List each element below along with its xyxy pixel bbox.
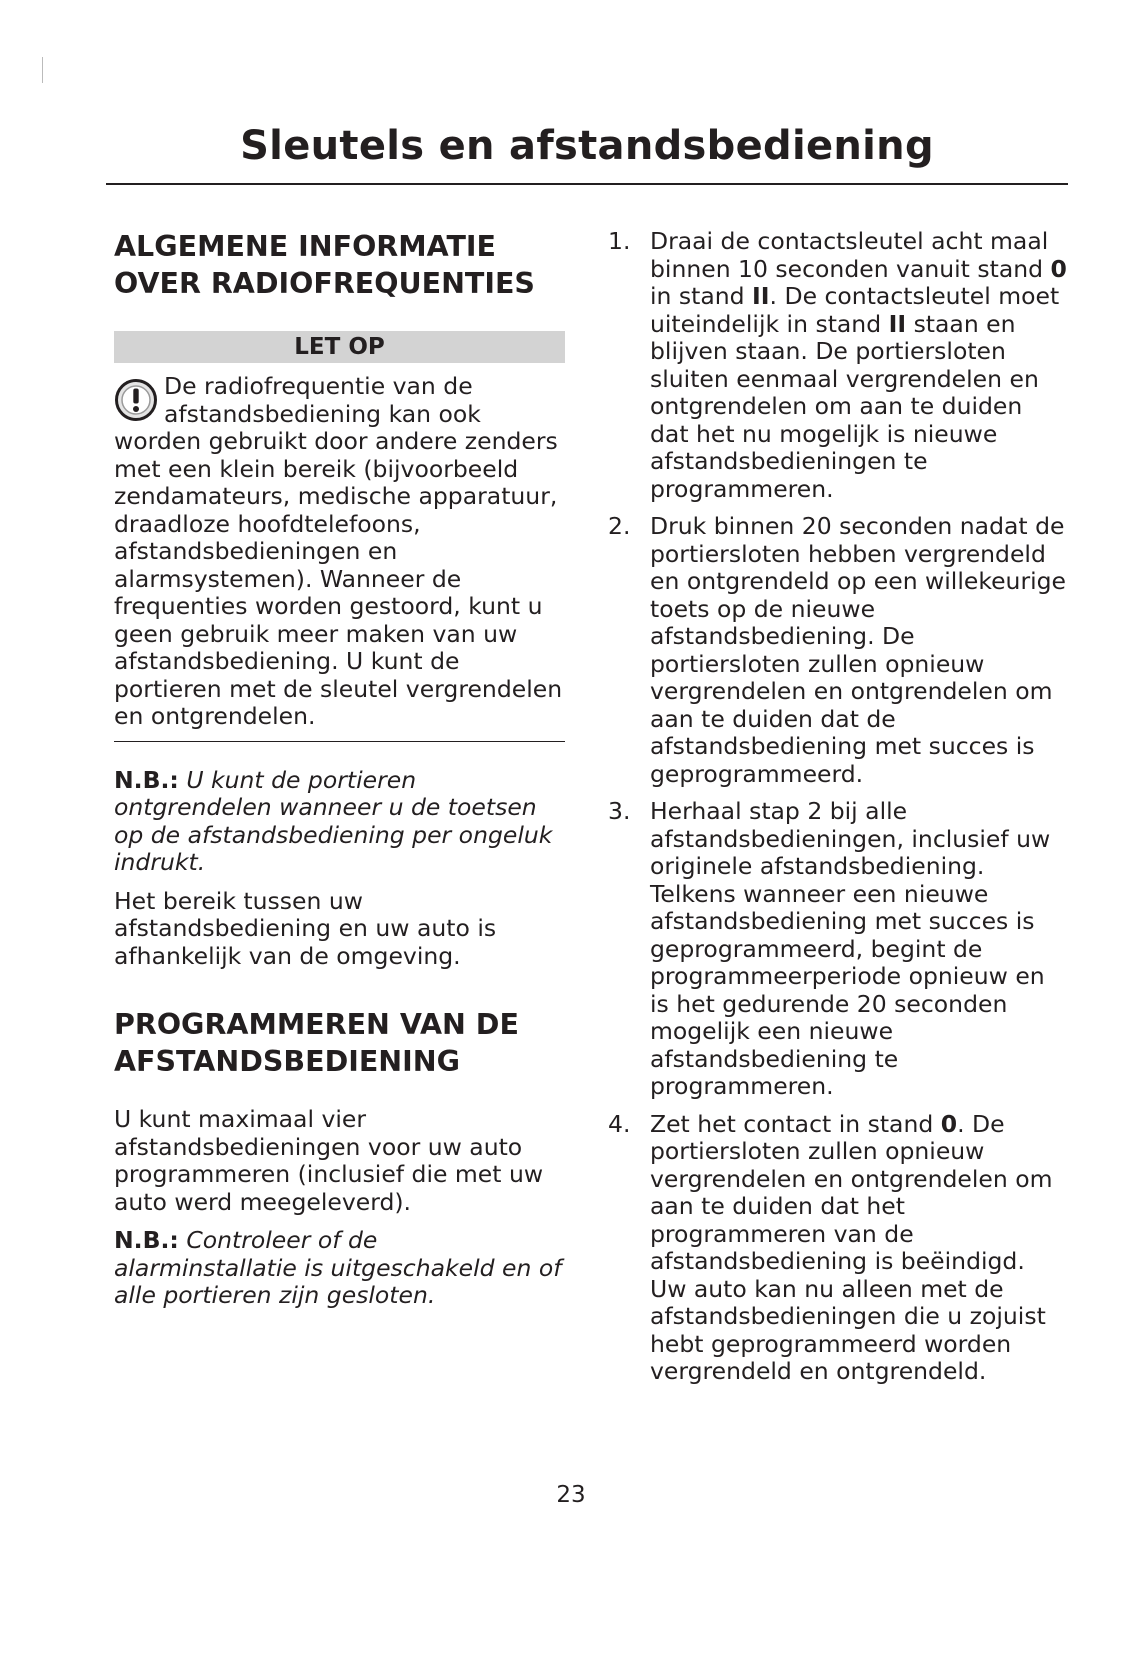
step-2 [608, 513, 1068, 788]
right-column [608, 228, 1068, 1396]
note-text: U kunt de portieren ontgrendelen wanneer u de toetsen op de afstandsbediening per ongeluk indrukt. [114, 765, 553, 876]
note-label: N.B.: [114, 1226, 179, 1254]
key-position-0: 0 [940, 1109, 958, 1138]
range-paragraph: Het bereik tussen uw afstandsbediening en uw auto is afhankelijk van de omgeving. [114, 886, 497, 970]
step-number: 2. [608, 512, 631, 540]
step-number: 1. [608, 227, 631, 255]
caution-box [114, 373, 565, 731]
step-text: in stand [650, 282, 753, 310]
page-number: 23 [556, 1482, 586, 1508]
page-title: Sleutels en afstandsbediening [240, 123, 934, 169]
note-alarm [114, 1227, 565, 1310]
note-label: N.B.: [114, 765, 179, 794]
note-text: Controleer of de alarminstallatie is uitgeschakeld en of alle portieren zijn gesloten. [114, 1226, 562, 1309]
caution-divider [114, 741, 565, 742]
step-text: Draai de contactsleutel acht maal binnen 10 seconden vanuit stand [650, 227, 1051, 283]
key-position-2: II [888, 309, 907, 338]
step-text: . De portiersloten zullen opnieuw vergrendelen en ontgrendelen om aan te duiden dat het programmeren van de afstandsbediening is beëindigd. Uw auto kan nu alleen met de afstandsbedieningen die u zojuist hebt geprogrammeerd worden vergrendeld en ontgrendeld. [650, 1109, 1053, 1385]
left-column [114, 228, 565, 1310]
page-edge-mark [42, 57, 43, 83]
step-4 [608, 1111, 1068, 1386]
section-heading-programming: PROGRAMMEREN VAN DE AFSTANDSBEDIENING [114, 1008, 519, 1078]
key-position-0: 0 [1050, 254, 1067, 283]
section-heading-radio-frequencies: ALGEMENE INFORMATIE OVER RADIOFREQUENTIES [114, 230, 535, 300]
key-position-2: II [752, 282, 770, 310]
step-text: Zet het contact in stand [650, 1109, 941, 1138]
step-text: . De contactsleutel moet uiteindelijk in stand [650, 282, 1060, 338]
caution-text: De radiofrequentie van de afstandsbediening kan ook worden gebruikt door andere zenders met een klein bereik (bijvoorbeeld zendamateurs, medische apparatuur, draadloze hoofdtelefoons, afstandsbedieningen en alarmsystemen). Wanneer de frequenties worden gestoord, kunt u geen gebruik meer maken van uw afstandsbediening. U kunt de portieren met de sleutel vergrendelen en ontgrendelen. [114, 372, 563, 730]
step-number: 3. [608, 797, 631, 825]
caution-header: LET OP [114, 331, 565, 363]
programming-steps [608, 228, 1068, 1386]
title-rule [106, 183, 1068, 185]
note-unlock [114, 767, 565, 877]
programming-intro: U kunt maximaal vier afstandsbedieningen voor uw auto programmeren (inclusief die met uw auto werd meegeleverd). [114, 1105, 544, 1216]
step-3 [608, 798, 1068, 1101]
step-text: staan en blijven staan. De portiersloten sluiten eenmaal vergrendelen en ontgrendelen om aan te duiden dat het nu mogelijk is nieuwe afstandsbedieningen te programmeren. [650, 309, 1039, 503]
step-number: 4. [608, 1109, 631, 1138]
step-text: Druk binnen 20 seconden nadat de portiersloten hebben vergrendeld en ontgrendeld op een willekeurige toets op de nieuwe afstandsbediening. De portiersloten zullen opnieuw vergrendelen en ontgrendelen om aan te duiden dat de afstandsbediening met succes is geprogrammeerd. [650, 512, 1067, 788]
step-text: Herhaal stap 2 bij alle afstandsbedieningen, inclusief uw originele afstandsbediening. Telkens wanneer een nieuwe afstandsbediening met succes is geprogrammeerd, begint de programmeerperiode opnieuw en is het gedurende 20 seconden mogelijk een nieuwe afstandsbediening te programmeren. [650, 797, 1051, 1100]
step-1 [608, 228, 1068, 503]
warning-icon [114, 378, 158, 422]
